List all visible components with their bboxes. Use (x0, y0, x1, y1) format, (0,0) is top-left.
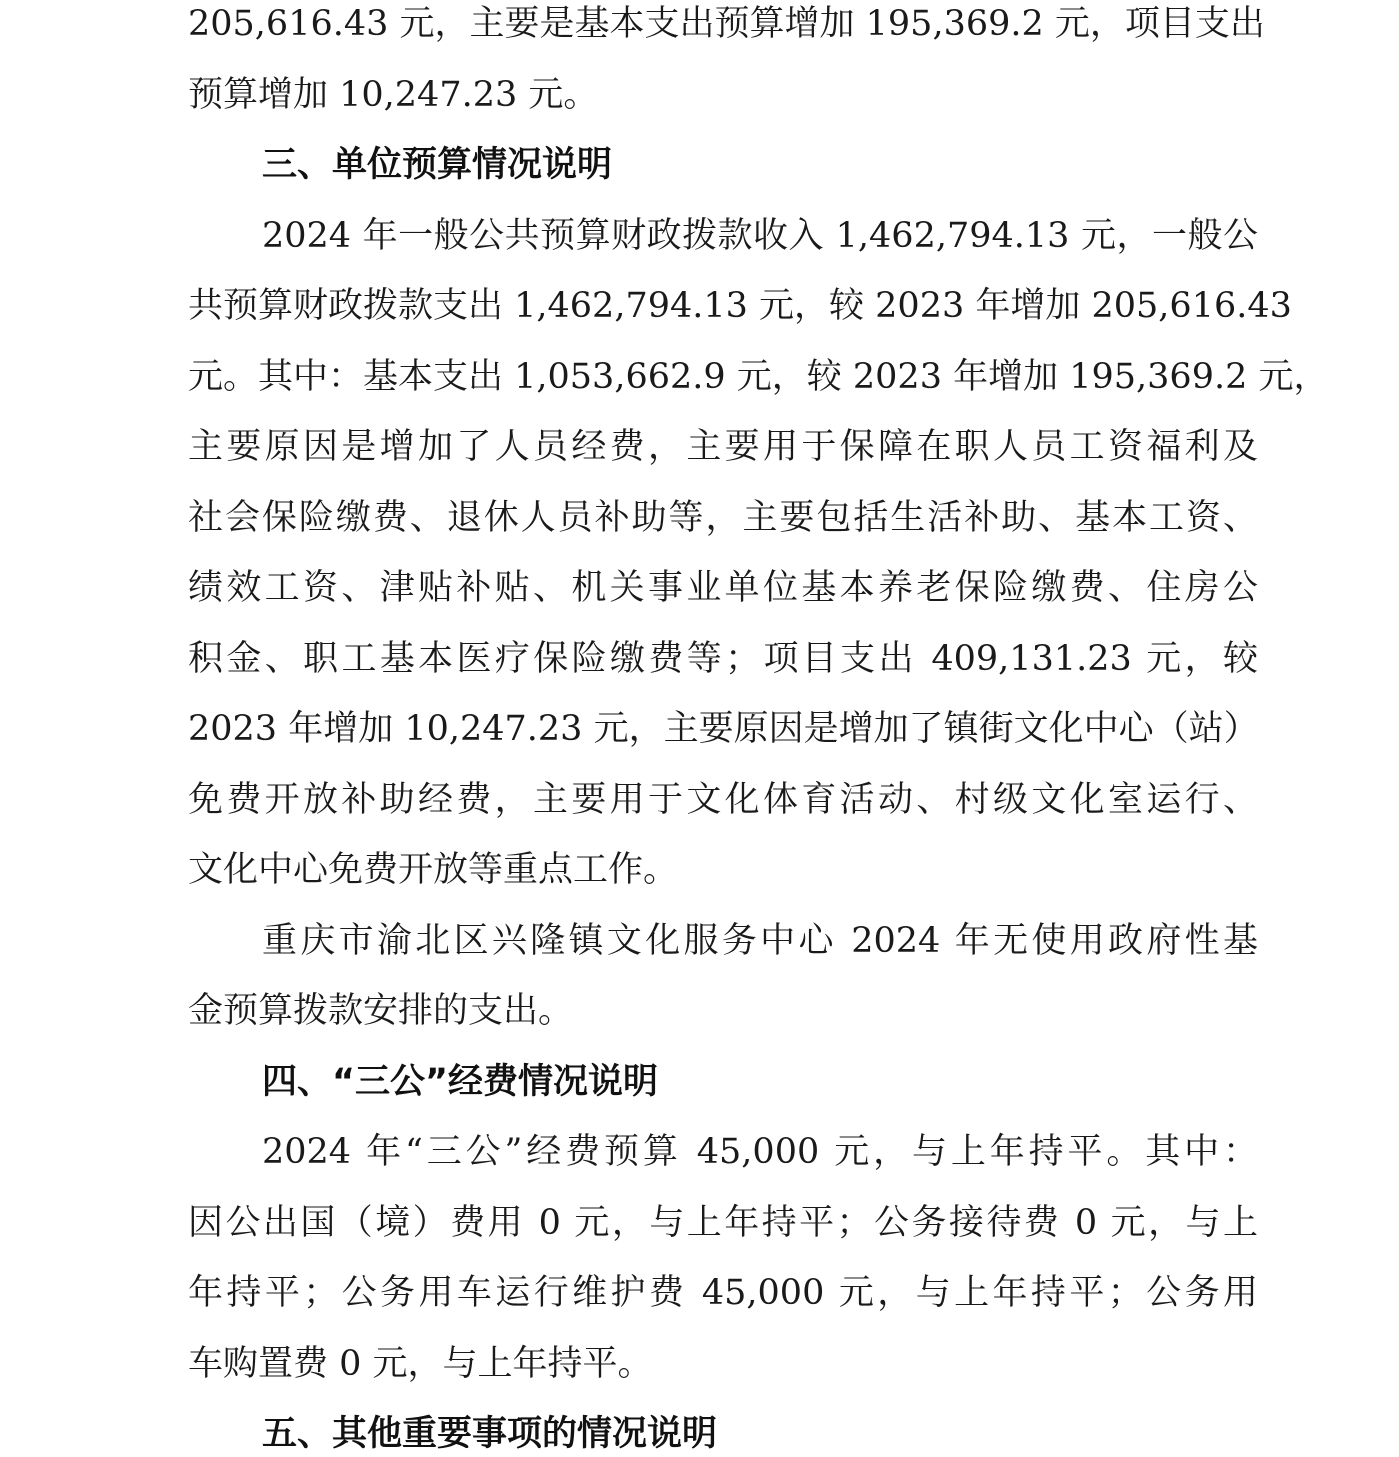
paragraph-line: 预算增加 10,247.23 元。 (188, 75, 599, 115)
paragraph-line: 车购置费 0 元，与上年持平。 (188, 1344, 653, 1384)
paragraph-line: 205,616.43 元，主要是基本支出预算增加 195,369.2 元，项目支出 (188, 4, 1265, 44)
paragraph-line: 2024 年一般公共预算财政拨款收入 1,462,794.13 元，一般公 (262, 216, 1258, 256)
paragraph-line: 积金、职工基本医疗保险缴费等；项目支出 409,131.23 元，较 (188, 639, 1258, 679)
paragraph-line: 重庆市渝北区兴隆镇文化服务中心 2024 年无使用政府性基 (262, 921, 1258, 961)
paragraph-line: 文化中心免费开放等重点工作。 (188, 850, 679, 890)
paragraph-line: 共预算财政拨款支出 1,462,794.13 元，较 2023 年增加 205,616.43 (188, 286, 1292, 326)
paragraph-line: 金预算拨款安排的支出。 (188, 991, 574, 1031)
section-heading-3: 三、单位预算情况说明 (262, 145, 613, 185)
paragraph-line: 社会保险缴费、退休人员补助等，主要包括生活补助、基本工资、 (188, 498, 1258, 538)
paragraph-line: 免费开放补助经费，主要用于文化体育活动、村级文化室运行、 (188, 780, 1258, 820)
paragraph-line: 绩效工资、津贴补贴、机关事业单位基本养老保险缴费、住房公 (188, 568, 1258, 608)
section-heading-4: 四、“三公”经费情况说明 (262, 1062, 659, 1102)
paragraph-line: 主要原因是增加了人员经费，主要用于保障在职人员工资福利及 (188, 427, 1258, 467)
paragraph-line: 因公出国（境）费用 0 元，与上年持平；公务接待费 0 元，与上 (188, 1203, 1258, 1243)
paragraph-line: 元。其中：基本支出 1,053,662.9 元，较 2023 年增加 195,369.2 元， (188, 357, 1329, 397)
paragraph-line: 2023 年增加 10,247.23 元，主要原因是增加了镇街文化中心（站） (188, 709, 1259, 749)
section-heading-5: 五、其他重要事项的情况说明 (262, 1414, 718, 1454)
paragraph-line: 年持平；公务用车运行维护费 45,000 元，与上年持平；公务用 (188, 1273, 1258, 1313)
paragraph-line: 2024 年“三公”经费预算 45,000 元，与上年持平。其中： (262, 1132, 1258, 1172)
